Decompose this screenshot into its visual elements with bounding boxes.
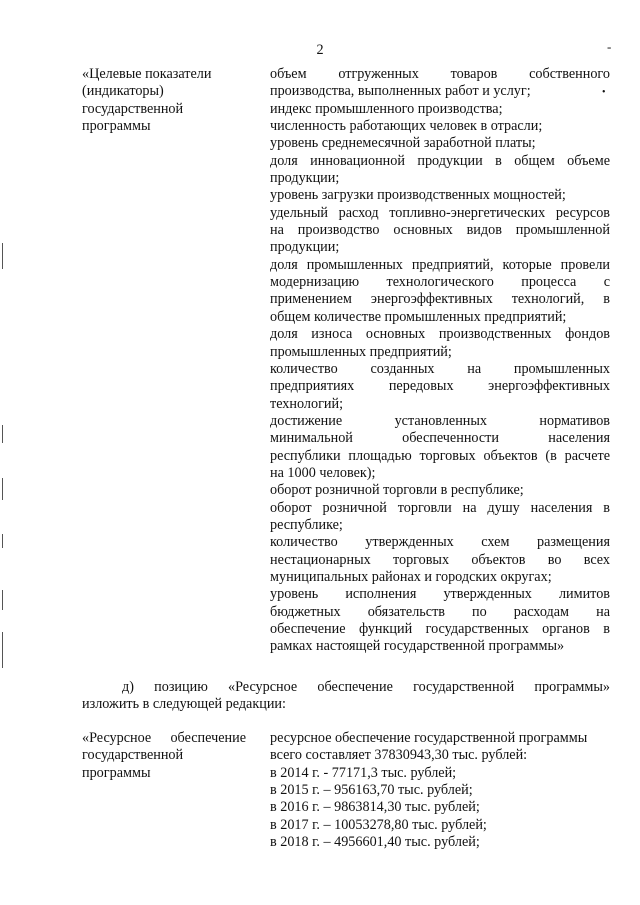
indicator-line: минимальной обеспеченности населения: [270, 430, 610, 447]
block2-label-line: государственной: [82, 747, 184, 764]
indicator-line: нестационарных торговых объектов во всех: [270, 551, 610, 568]
indicator-line: уровень исполнения утвержденных лимитов: [270, 586, 610, 603]
block1-label-line: «Целевые показатели: [82, 66, 212, 82]
resource-line: в 2014 г. - 77171,3 тыс. рублей;: [270, 764, 457, 781]
indicator-line: оборот розничной торговли на душу населения в: [270, 499, 610, 516]
indicator-line: на производство основных видов промышленной: [270, 222, 610, 239]
indicator-line: рамках настоящей государственной программы»: [270, 638, 565, 655]
block1-label-line: государственной: [82, 100, 184, 117]
indicator-line: уровень среднемесячной заработной платы;: [270, 135, 536, 152]
indicator-line: индекс промышленного производства;: [270, 100, 503, 117]
indicator-line: доля инновационной продукции в общем объеме: [270, 152, 610, 169]
resource-line: ресурсное обеспечение государственной программы: [270, 730, 588, 746]
corner-dot-mark: •: [602, 87, 606, 98]
margin-mark: [2, 425, 3, 443]
indicator-line: количество утвержденных схем размещения: [270, 534, 610, 551]
block2-resources: [270, 730, 610, 851]
indicator-line: объем отгруженных товаров собственного: [270, 66, 610, 82]
block2-label-line: программы: [82, 764, 151, 781]
indicator-line: обеспечение функций государственных органов в: [270, 621, 610, 637]
indicator-line: предприятиях передовых энергоэффективных: [270, 378, 610, 395]
indicator-line: количество созданных на промышленных: [270, 360, 610, 377]
position-paragraph: [82, 679, 610, 714]
margin-mark: [2, 243, 3, 269]
indicator-line: продукции;: [270, 170, 340, 187]
indicator-line: общем количестве промышленных предприятий;: [270, 308, 567, 325]
indicator-line: оборот розничной торговли в республике;: [270, 482, 524, 499]
indicator-line: применением энергоэффективных технологий, в: [270, 291, 610, 308]
indicator-line: республике;: [270, 516, 343, 533]
block1-indicators: [270, 66, 610, 656]
corner-dash-mark: -: [607, 39, 612, 54]
block2-label: [82, 730, 246, 782]
block2-label-line: «Ресурсное обеспечение: [82, 730, 246, 746]
indicator-line: технологий;: [270, 395, 344, 412]
paragraph-line: изложить в следующей редакции:: [82, 696, 286, 713]
resource-line: всего составляет 37830943,30 тыс. рублей:: [270, 747, 528, 764]
resource-line: в 2015 г. – 956163,70 тыс. рублей;: [270, 782, 473, 799]
paragraph-line: д) позицию «Ресурсное обеспечение государственной программы»: [122, 679, 610, 695]
indicator-line: доля промышленных предприятий, которые провели: [270, 256, 610, 273]
indicator-line: удельный расход топливно-энергетических ресурсов: [270, 204, 610, 221]
resource-line: в 2017 г. – 10053278,80 тыс. рублей;: [270, 816, 487, 833]
indicator-line: республики площадью торговых объектов (в расчете: [270, 447, 610, 464]
block1-label-line: (индикаторы): [82, 83, 164, 100]
margin-mark: [2, 590, 3, 610]
resource-line: в 2018 г. – 4956601,40 тыс. рублей;: [270, 834, 480, 851]
resource-line: в 2016 г. – 9863814,30 тыс. рублей;: [270, 799, 480, 816]
page-number: 2: [316, 42, 324, 58]
margin-mark: [2, 632, 3, 668]
block1-label: [82, 66, 252, 135]
margin-mark: [2, 534, 3, 548]
indicator-line: производства, выполненных работ и услуг;: [270, 83, 531, 100]
indicator-line: модернизацию технологического процесса с: [270, 274, 610, 291]
indicator-line: достижение установленных нормативов: [270, 412, 610, 429]
indicator-line: бюджетных обязательств по расходам на: [270, 603, 610, 620]
indicator-line: продукции;: [270, 239, 340, 256]
margin-mark: [2, 478, 3, 500]
indicator-line: на 1000 человек);: [270, 464, 376, 481]
indicator-line: муниципальных районах и городских округах;: [270, 568, 552, 585]
indicator-line: численность работающих человек в отрасли;: [270, 118, 543, 135]
indicator-line: уровень загрузки производственных мощностей;: [270, 187, 566, 204]
indicator-line: промышленных предприятий;: [270, 343, 452, 360]
indicator-line: доля износа основных производственных фондов: [270, 326, 610, 343]
block1-label-line: программы: [82, 118, 151, 135]
